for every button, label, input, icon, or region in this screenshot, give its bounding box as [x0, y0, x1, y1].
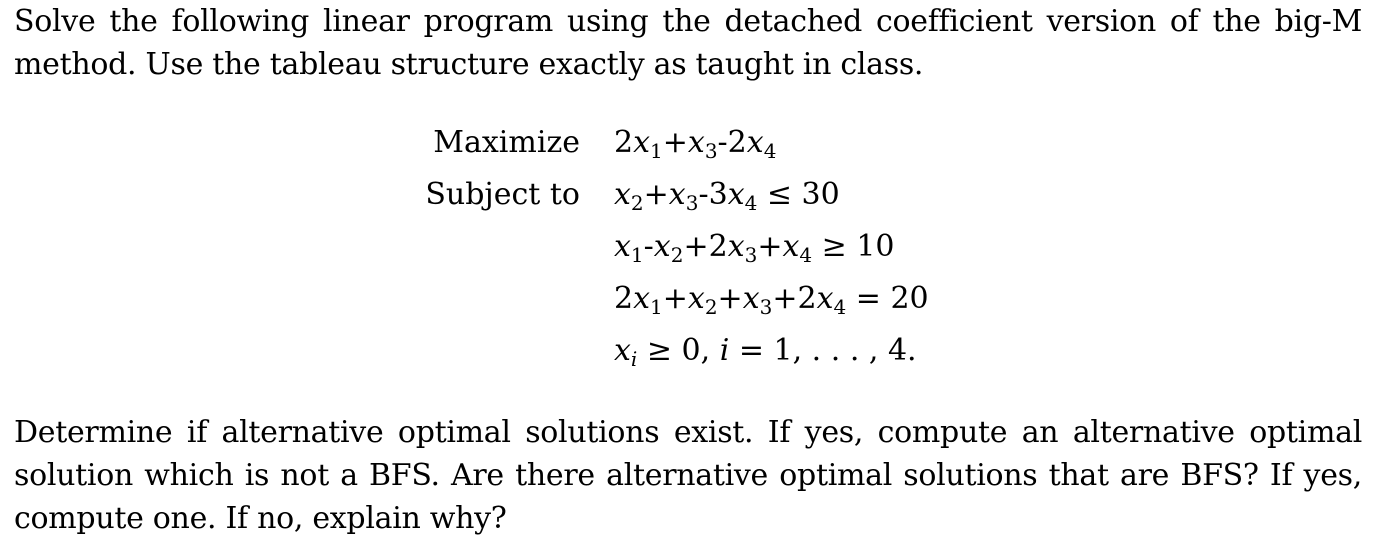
constraints-label: Subject to — [425, 177, 580, 212]
nonnegativity-constraint: $x_i \ge 0$, i = 1, . . . , 4. — [614, 333, 917, 371]
constraint-3: $2x_1+x_2+x_3+2x_4 = 20$ — [614, 281, 929, 319]
problem-question-text: Determine if alternative optimal solutions exist. If yes, compute an alternative optimal solution which is not a BFS. Are there alternative optimal solutions that are BFS? If yes, compute one. If no, explain why? — [14, 415, 1362, 536]
objective-label: Maximize — [433, 125, 580, 160]
problem-intro-text: Solve the following linear program using the detached coefficient version of the big-M method. Use the tableau structure exactly as taught in class. — [14, 4, 1362, 82]
constraint-1: $x_2+x_3-3x_4 \le 30$ — [614, 177, 840, 215]
constraint-2: $x_1-x_2+2x_3+x_4 \ge 10$ — [614, 229, 895, 267]
objective-expression: $2x_1+x_3-2x_4$ — [614, 125, 777, 163]
linear-program — [0, 118, 1381, 378]
